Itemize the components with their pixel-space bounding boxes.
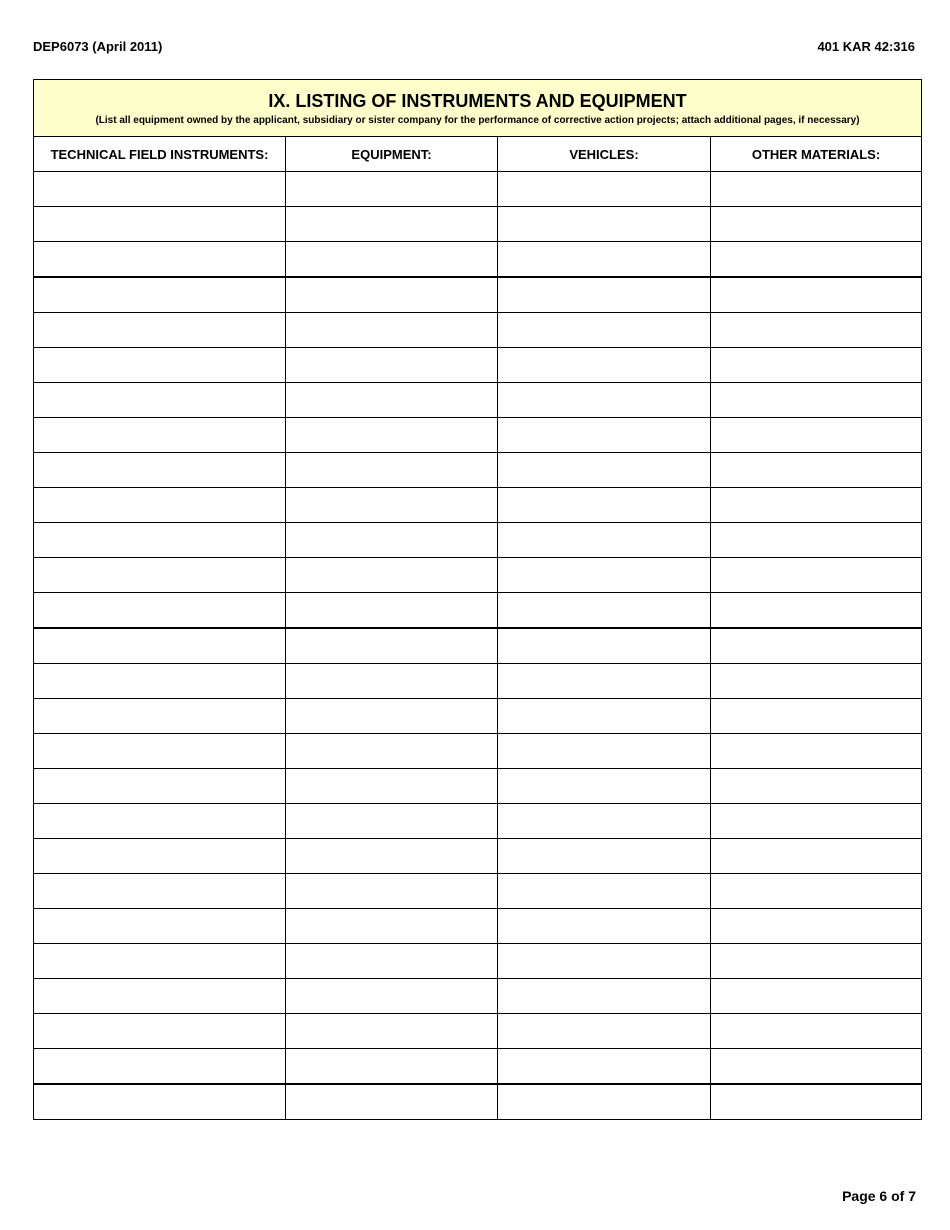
cell-technical-field-instruments[interactable] xyxy=(34,628,286,664)
cell-equipment[interactable] xyxy=(286,909,498,944)
cell-equipment[interactable] xyxy=(286,172,498,207)
cell-other-materials[interactable] xyxy=(711,593,922,629)
cell-vehicles[interactable] xyxy=(498,664,711,699)
cell-other-materials[interactable] xyxy=(711,348,922,383)
cell-other-materials[interactable] xyxy=(711,664,922,699)
cell-technical-field-instruments[interactable] xyxy=(34,313,286,348)
cell-technical-field-instruments[interactable] xyxy=(34,1084,286,1120)
cell-equipment[interactable] xyxy=(286,488,498,523)
cell-technical-field-instruments[interactable] xyxy=(34,348,286,383)
table-row xyxy=(34,1049,922,1085)
cell-other-materials[interactable] xyxy=(711,804,922,839)
cell-technical-field-instruments[interactable] xyxy=(34,979,286,1014)
form-id: DEP6073 (April 2011) xyxy=(33,39,163,54)
page-number: Page 6 of 7 xyxy=(842,1188,916,1204)
table-row xyxy=(34,348,922,383)
cell-technical-field-instruments[interactable] xyxy=(34,593,286,629)
table-row xyxy=(34,979,922,1014)
section-title: IX. LISTING OF INSTRUMENTS AND EQUIPMENT xyxy=(268,91,687,111)
cell-other-materials[interactable] xyxy=(711,874,922,909)
cell-other-materials[interactable] xyxy=(711,523,922,558)
cell-other-materials[interactable] xyxy=(711,769,922,804)
regulation-ref: 401 KAR 42:316 xyxy=(817,39,915,54)
table-row xyxy=(34,628,922,664)
table-row xyxy=(34,769,922,804)
table-row xyxy=(34,804,922,839)
cell-equipment[interactable] xyxy=(286,313,498,348)
cell-technical-field-instruments[interactable] xyxy=(34,383,286,418)
cell-vehicles[interactable] xyxy=(498,207,711,242)
cell-equipment[interactable] xyxy=(286,593,498,629)
table-row xyxy=(34,839,922,874)
cell-other-materials[interactable] xyxy=(711,207,922,242)
table-row xyxy=(34,664,922,699)
cell-vehicles[interactable] xyxy=(498,593,711,629)
table-row xyxy=(34,1014,922,1049)
cell-technical-field-instruments[interactable] xyxy=(34,558,286,593)
cell-other-materials[interactable] xyxy=(711,909,922,944)
cell-vehicles[interactable] xyxy=(498,909,711,944)
cell-vehicles[interactable] xyxy=(498,874,711,909)
cell-other-materials[interactable] xyxy=(711,383,922,418)
cell-technical-field-instruments[interactable] xyxy=(34,874,286,909)
cell-vehicles[interactable] xyxy=(498,348,711,383)
section-header xyxy=(34,80,922,137)
cell-vehicles[interactable] xyxy=(498,944,711,979)
cell-equipment[interactable] xyxy=(286,453,498,488)
table-body xyxy=(34,172,922,1120)
table-row xyxy=(34,172,922,207)
cell-equipment[interactable] xyxy=(286,699,498,734)
cell-other-materials[interactable] xyxy=(711,944,922,979)
cell-vehicles[interactable] xyxy=(498,383,711,418)
cell-vehicles[interactable] xyxy=(498,453,711,488)
cell-technical-field-instruments[interactable] xyxy=(34,1049,286,1085)
cell-other-materials[interactable] xyxy=(711,172,922,207)
cell-vehicles[interactable] xyxy=(498,558,711,593)
cell-other-materials[interactable] xyxy=(711,628,922,664)
cell-vehicles[interactable] xyxy=(498,734,711,769)
section-instructions: (List all equipment owned by the applicant, subsidiary or sister company for the performance of corrective action projects; attach additional pages, if necessary) xyxy=(95,115,860,126)
cell-other-materials[interactable] xyxy=(711,453,922,488)
table-row xyxy=(34,1084,922,1120)
column-header-row xyxy=(34,137,922,172)
cell-technical-field-instruments[interactable] xyxy=(34,418,286,453)
cell-other-materials[interactable] xyxy=(711,242,922,278)
cell-other-materials[interactable] xyxy=(711,558,922,593)
table-row xyxy=(34,277,922,313)
cell-equipment[interactable] xyxy=(286,242,498,278)
table-row xyxy=(34,944,922,979)
cell-vehicles[interactable] xyxy=(498,769,711,804)
cell-equipment[interactable] xyxy=(286,523,498,558)
cell-technical-field-instruments[interactable] xyxy=(34,453,286,488)
cell-technical-field-instruments[interactable] xyxy=(34,839,286,874)
cell-vehicles[interactable] xyxy=(498,1084,711,1120)
table-row xyxy=(34,418,922,453)
cell-equipment[interactable] xyxy=(286,1084,498,1120)
cell-equipment[interactable] xyxy=(286,734,498,769)
cell-equipment[interactable] xyxy=(286,769,498,804)
col-header-equipment: EQUIPMENT: xyxy=(286,137,498,172)
cell-equipment[interactable] xyxy=(286,383,498,418)
cell-equipment[interactable] xyxy=(286,628,498,664)
cell-technical-field-instruments[interactable] xyxy=(34,242,286,278)
cell-other-materials[interactable] xyxy=(711,1084,922,1120)
cell-equipment[interactable] xyxy=(286,1014,498,1049)
cell-equipment[interactable] xyxy=(286,944,498,979)
cell-other-materials[interactable] xyxy=(711,313,922,348)
cell-vehicles[interactable] xyxy=(498,979,711,1014)
table-row xyxy=(34,909,922,944)
table-row xyxy=(34,453,922,488)
cell-equipment[interactable] xyxy=(286,874,498,909)
cell-vehicles[interactable] xyxy=(498,628,711,664)
table-row xyxy=(34,874,922,909)
cell-equipment[interactable] xyxy=(286,804,498,839)
cell-vehicles[interactable] xyxy=(498,1049,711,1085)
cell-equipment[interactable] xyxy=(286,277,498,313)
cell-other-materials[interactable] xyxy=(711,979,922,1014)
cell-vehicles[interactable] xyxy=(498,488,711,523)
cell-vehicles[interactable] xyxy=(498,277,711,313)
cell-technical-field-instruments[interactable] xyxy=(34,523,286,558)
cell-equipment[interactable] xyxy=(286,1049,498,1085)
cell-other-materials[interactable] xyxy=(711,839,922,874)
table-row xyxy=(34,558,922,593)
cell-technical-field-instruments[interactable] xyxy=(34,277,286,313)
cell-equipment[interactable] xyxy=(286,839,498,874)
cell-technical-field-instruments[interactable] xyxy=(34,1014,286,1049)
cell-vehicles[interactable] xyxy=(498,172,711,207)
table-row xyxy=(34,488,922,523)
cell-vehicles[interactable] xyxy=(498,523,711,558)
table-row xyxy=(34,593,922,629)
cell-technical-field-instruments[interactable] xyxy=(34,804,286,839)
cell-equipment[interactable] xyxy=(286,979,498,1014)
table-row xyxy=(34,734,922,769)
cell-technical-field-instruments[interactable] xyxy=(34,944,286,979)
cell-other-materials[interactable] xyxy=(711,1049,922,1085)
cell-vehicles[interactable] xyxy=(498,313,711,348)
cell-vehicles[interactable] xyxy=(498,699,711,734)
cell-vehicles[interactable] xyxy=(498,242,711,278)
cell-equipment[interactable] xyxy=(286,418,498,453)
table-row xyxy=(34,207,922,242)
cell-equipment[interactable] xyxy=(286,348,498,383)
cell-other-materials[interactable] xyxy=(711,277,922,313)
cell-other-materials[interactable] xyxy=(711,418,922,453)
cell-vehicles[interactable] xyxy=(498,804,711,839)
cell-other-materials[interactable] xyxy=(711,488,922,523)
col-header-technical-field-instruments: TECHNICAL FIELD INSTRUMENTS: xyxy=(34,137,286,172)
cell-equipment[interactable] xyxy=(286,558,498,593)
col-header-other-materials: OTHER MATERIALS: xyxy=(711,137,922,172)
cell-other-materials[interactable] xyxy=(711,699,922,734)
cell-technical-field-instruments[interactable] xyxy=(34,734,286,769)
cell-technical-field-instruments[interactable] xyxy=(34,909,286,944)
cell-technical-field-instruments[interactable] xyxy=(34,769,286,804)
cell-other-materials[interactable] xyxy=(711,1014,922,1049)
cell-vehicles[interactable] xyxy=(498,839,711,874)
col-header-vehicles: VEHICLES: xyxy=(498,137,711,172)
table-row xyxy=(34,699,922,734)
table-row xyxy=(34,313,922,348)
cell-equipment[interactable] xyxy=(286,664,498,699)
cell-equipment[interactable] xyxy=(286,207,498,242)
cell-technical-field-instruments[interactable] xyxy=(34,664,286,699)
cell-technical-field-instruments[interactable] xyxy=(34,207,286,242)
cell-vehicles[interactable] xyxy=(498,418,711,453)
cell-technical-field-instruments[interactable] xyxy=(34,172,286,207)
equipment-table xyxy=(33,79,922,1120)
cell-technical-field-instruments[interactable] xyxy=(34,488,286,523)
table-row xyxy=(34,523,922,558)
cell-other-materials[interactable] xyxy=(711,734,922,769)
cell-vehicles[interactable] xyxy=(498,1014,711,1049)
table-row xyxy=(34,242,922,278)
cell-technical-field-instruments[interactable] xyxy=(34,699,286,734)
table-row xyxy=(34,383,922,418)
